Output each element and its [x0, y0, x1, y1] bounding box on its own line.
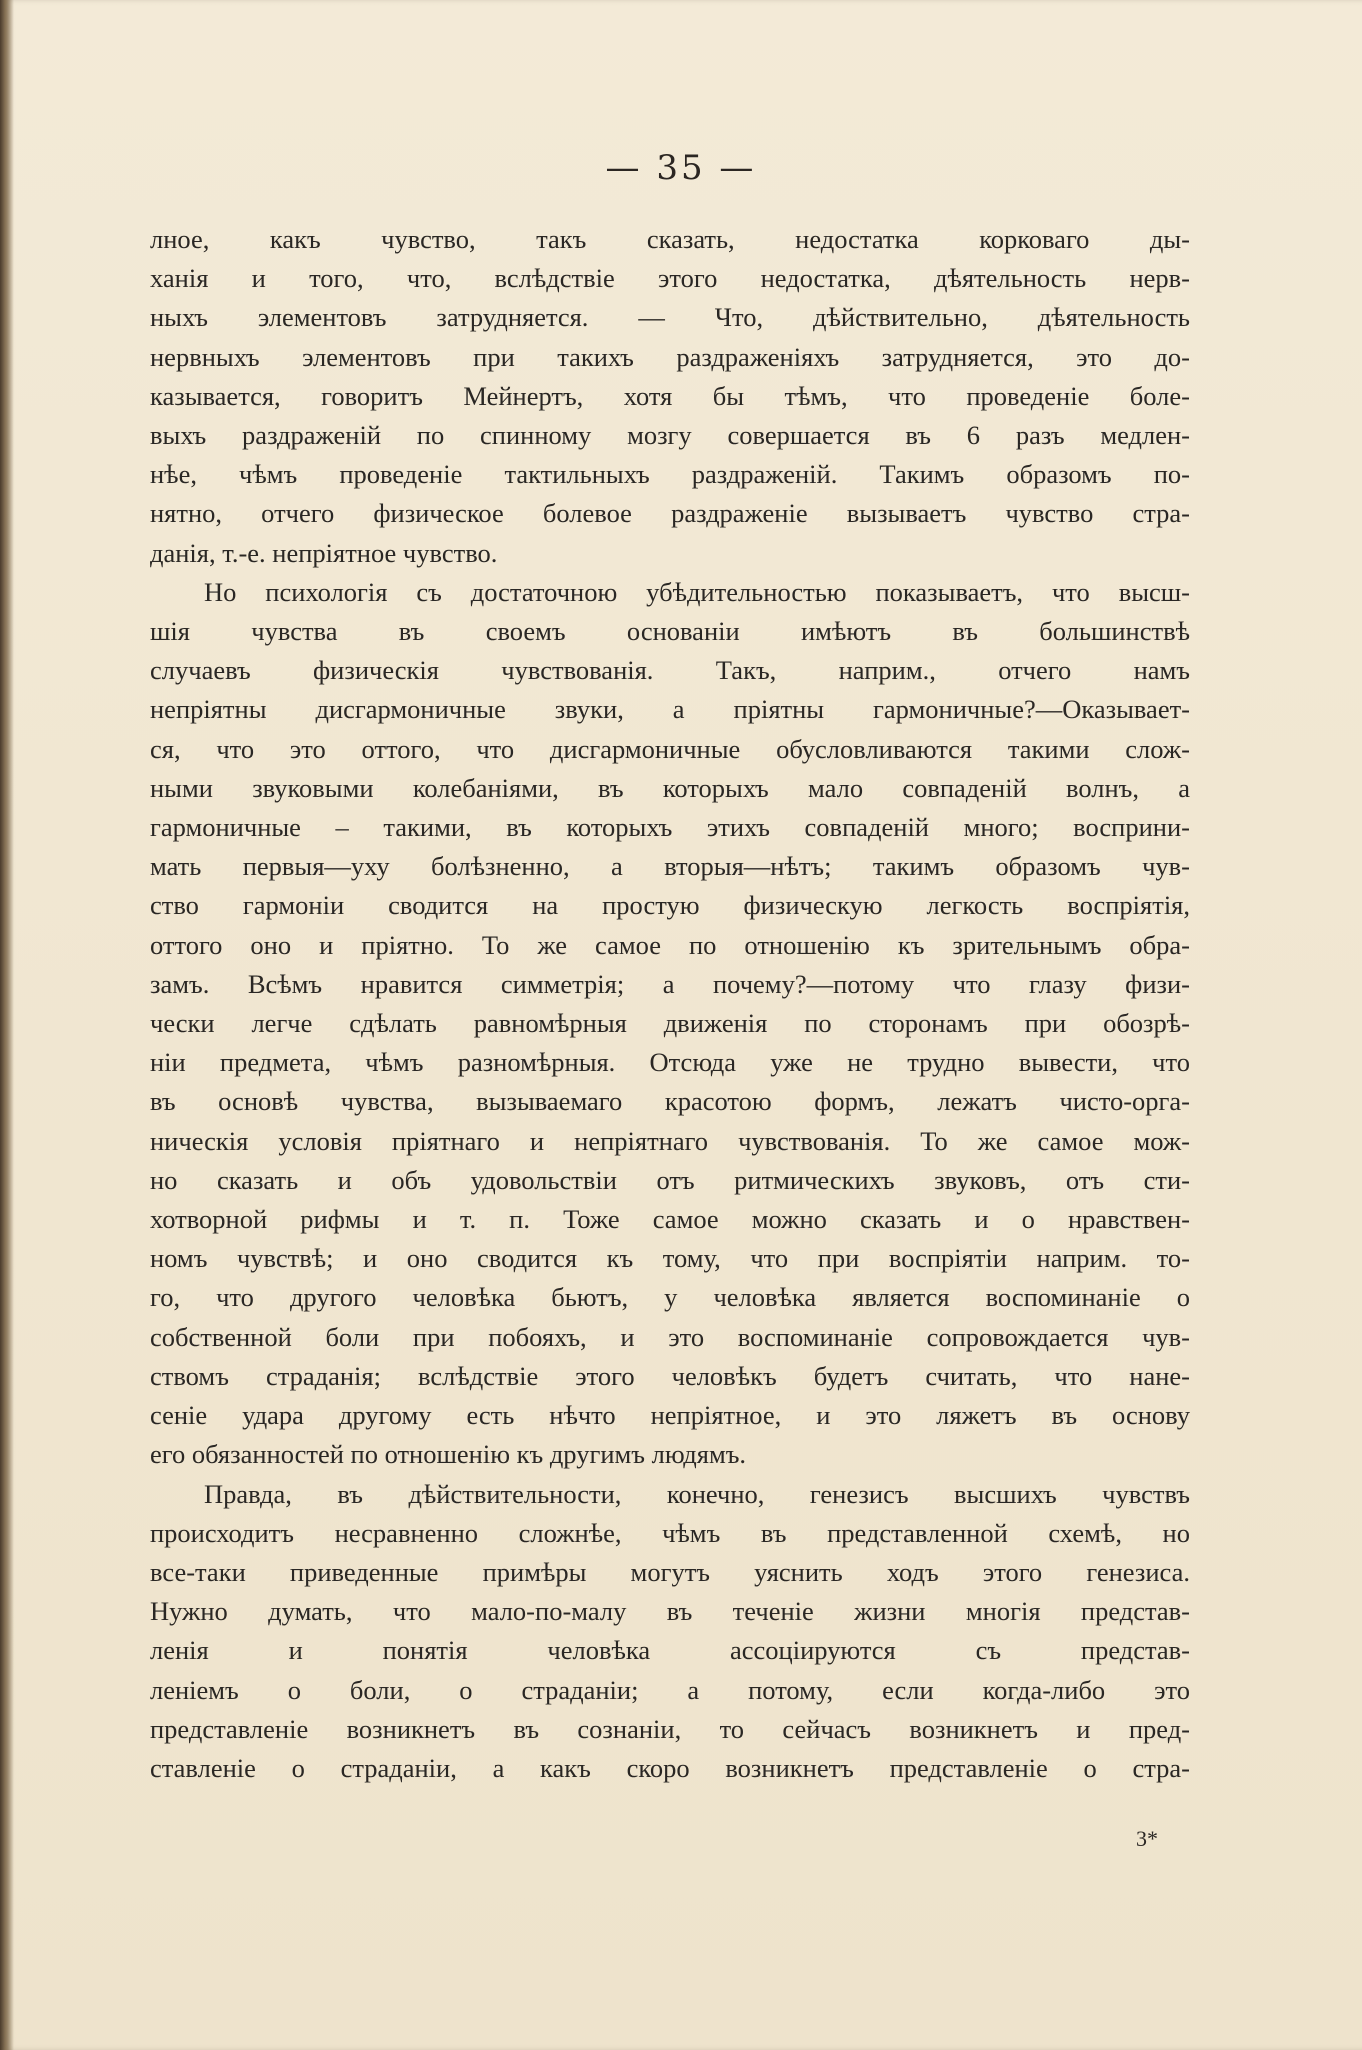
- text-line: чески легче сдѣлать равномѣрныя движенія по сторонамъ при обозрѣ-: [150, 1008, 1190, 1039]
- text-line: ными звуковыми колебаніями, въ которыхъ мало совпаденій волнъ, а: [150, 772, 1190, 803]
- text-line: ся, что это оттого, что дисгармоничные обусловливаются такими слож-: [150, 733, 1190, 764]
- text-line: го, что другого человѣка бьютъ, у человѣка является воспоминаніе о: [150, 1282, 1190, 1313]
- text-line: ство гармоніи сводится на простую физическую легкость воспріятія,: [150, 890, 1190, 921]
- text-line: выхъ раздраженій по спинному мозгу совершается въ 6 разъ медлен-: [150, 420, 1190, 451]
- page-number: — 35 —: [605, 148, 757, 188]
- text-line: данія, т.-е. непріятное чувство.: [150, 537, 498, 568]
- text-line: происходитъ несравненно сложнѣе, чѣмъ въ представленной схемѣ, но: [150, 1517, 1190, 1548]
- text-line: ніи предмета, чѣмъ разномѣрныя. Отсюда уже не трудно вывести, что: [150, 1047, 1190, 1078]
- text-line: нервныхъ элементовъ при такихъ раздраженіяхъ затрудняется, это до-: [150, 341, 1190, 372]
- text-line: лное, какъ чувство, такъ сказать, недостатка корковаго ды-: [150, 224, 1190, 254]
- text-line: сеніе удара другому есть нѣчто непріятное, и это ляжетъ въ основу: [150, 1400, 1190, 1431]
- text-line: но сказать и объ удовольствіи отъ ритмическихъ звуковъ, отъ сти-: [150, 1164, 1190, 1195]
- text-line: нѣе, чѣмъ проведеніе тактильныхъ раздраженій. Такимъ образомъ по-: [150, 459, 1190, 490]
- text-line: замъ. Всѣмъ нравится симметрія; а почему?—потому что глазу физи-: [150, 968, 1190, 999]
- signature-mark: 3*: [1136, 1826, 1158, 1851]
- text-line: Нужно думать, что мало-по-малу въ теченіе жизни многія представ-: [150, 1596, 1190, 1627]
- text-line: леніемъ о боли, о страданіи; а потому, если когда-либо это: [150, 1674, 1190, 1705]
- page-binding-shadow: [0, 0, 14, 2050]
- body-text: [150, 220, 1190, 1788]
- text-line: представленіе возникнетъ въ сознаніи, то сейчасъ возникнетъ и пред-: [150, 1713, 1190, 1744]
- text-line: ныхъ элементовъ затрудняется. — Что, дѣйствительно, дѣятельность: [150, 302, 1190, 333]
- text-line: собственной боли при побояхъ, и это воспоминаніе сопровождается чув-: [150, 1321, 1190, 1352]
- text-line: гармоничные – такими, въ которыхъ этихъ совпаденій много; восприни-: [150, 812, 1190, 843]
- text-line: ленія и понятія человѣка ассоціируются съ представ-: [150, 1635, 1190, 1666]
- text-line: номъ чувствѣ; и оно сводится къ тому, что при воспріятіи наприм. то-: [150, 1243, 1190, 1274]
- text-line: казывается, говоритъ Мейнертъ, хотя бы тѣмъ, что проведеніе боле-: [150, 380, 1190, 411]
- text-line: оттого оно и пріятно. То же самое по отношенію къ зрительнымъ обра-: [150, 929, 1190, 960]
- text-line: ставленіе о страданіи, а какъ скоро возникнетъ представленіе о стра-: [150, 1752, 1190, 1783]
- text-line: мать первыя—уху болѣзненно, а вторыя—нѣтъ; такимъ образомъ чув-: [150, 851, 1190, 882]
- text-line: ханія и того, что, вслѣдствіе этого недостатка, дѣятельность нерв-: [150, 263, 1190, 294]
- text-line: непріятны дисгармоничные звуки, а пріятны гармоничные?—Оказывает-: [150, 694, 1190, 725]
- text-line: Правда, въ дѣйствительности, конечно, генезисъ высшихъ чувствъ: [204, 1478, 1190, 1509]
- text-line: въ основѣ чувства, вызываемаго красотою формъ, лежатъ чисто-орга-: [150, 1086, 1190, 1117]
- text-line: ническія условія пріятнаго и непріятнаго чувствованія. То же самое мож-: [150, 1125, 1190, 1156]
- text-line: нятно, отчего физическое болевое раздраженіе вызываетъ чувство стра-: [150, 498, 1190, 529]
- text-line: его обязанностей по отношенію къ другимъ людямъ.: [150, 1439, 747, 1470]
- text-line: шія чувства въ своемъ основаніи имѣютъ въ большинствѣ: [150, 616, 1190, 647]
- text-line: случаевъ физическія чувствованія. Такъ, наприм., отчего намъ: [150, 655, 1190, 686]
- text-line: Но психологія съ достаточною убѣдительностью показываетъ, что высш-: [204, 576, 1190, 607]
- text-line: хотворной рифмы и т. п. Тоже самое можно сказать и о нравствен-: [150, 1204, 1190, 1235]
- text-line: ствомъ страданія; вслѣдствіе этого человѣкъ будетъ считать, что нане-: [150, 1360, 1190, 1391]
- text-line: все-таки приведенные примѣры могутъ уяснить ходъ этого генезиса.: [150, 1556, 1190, 1587]
